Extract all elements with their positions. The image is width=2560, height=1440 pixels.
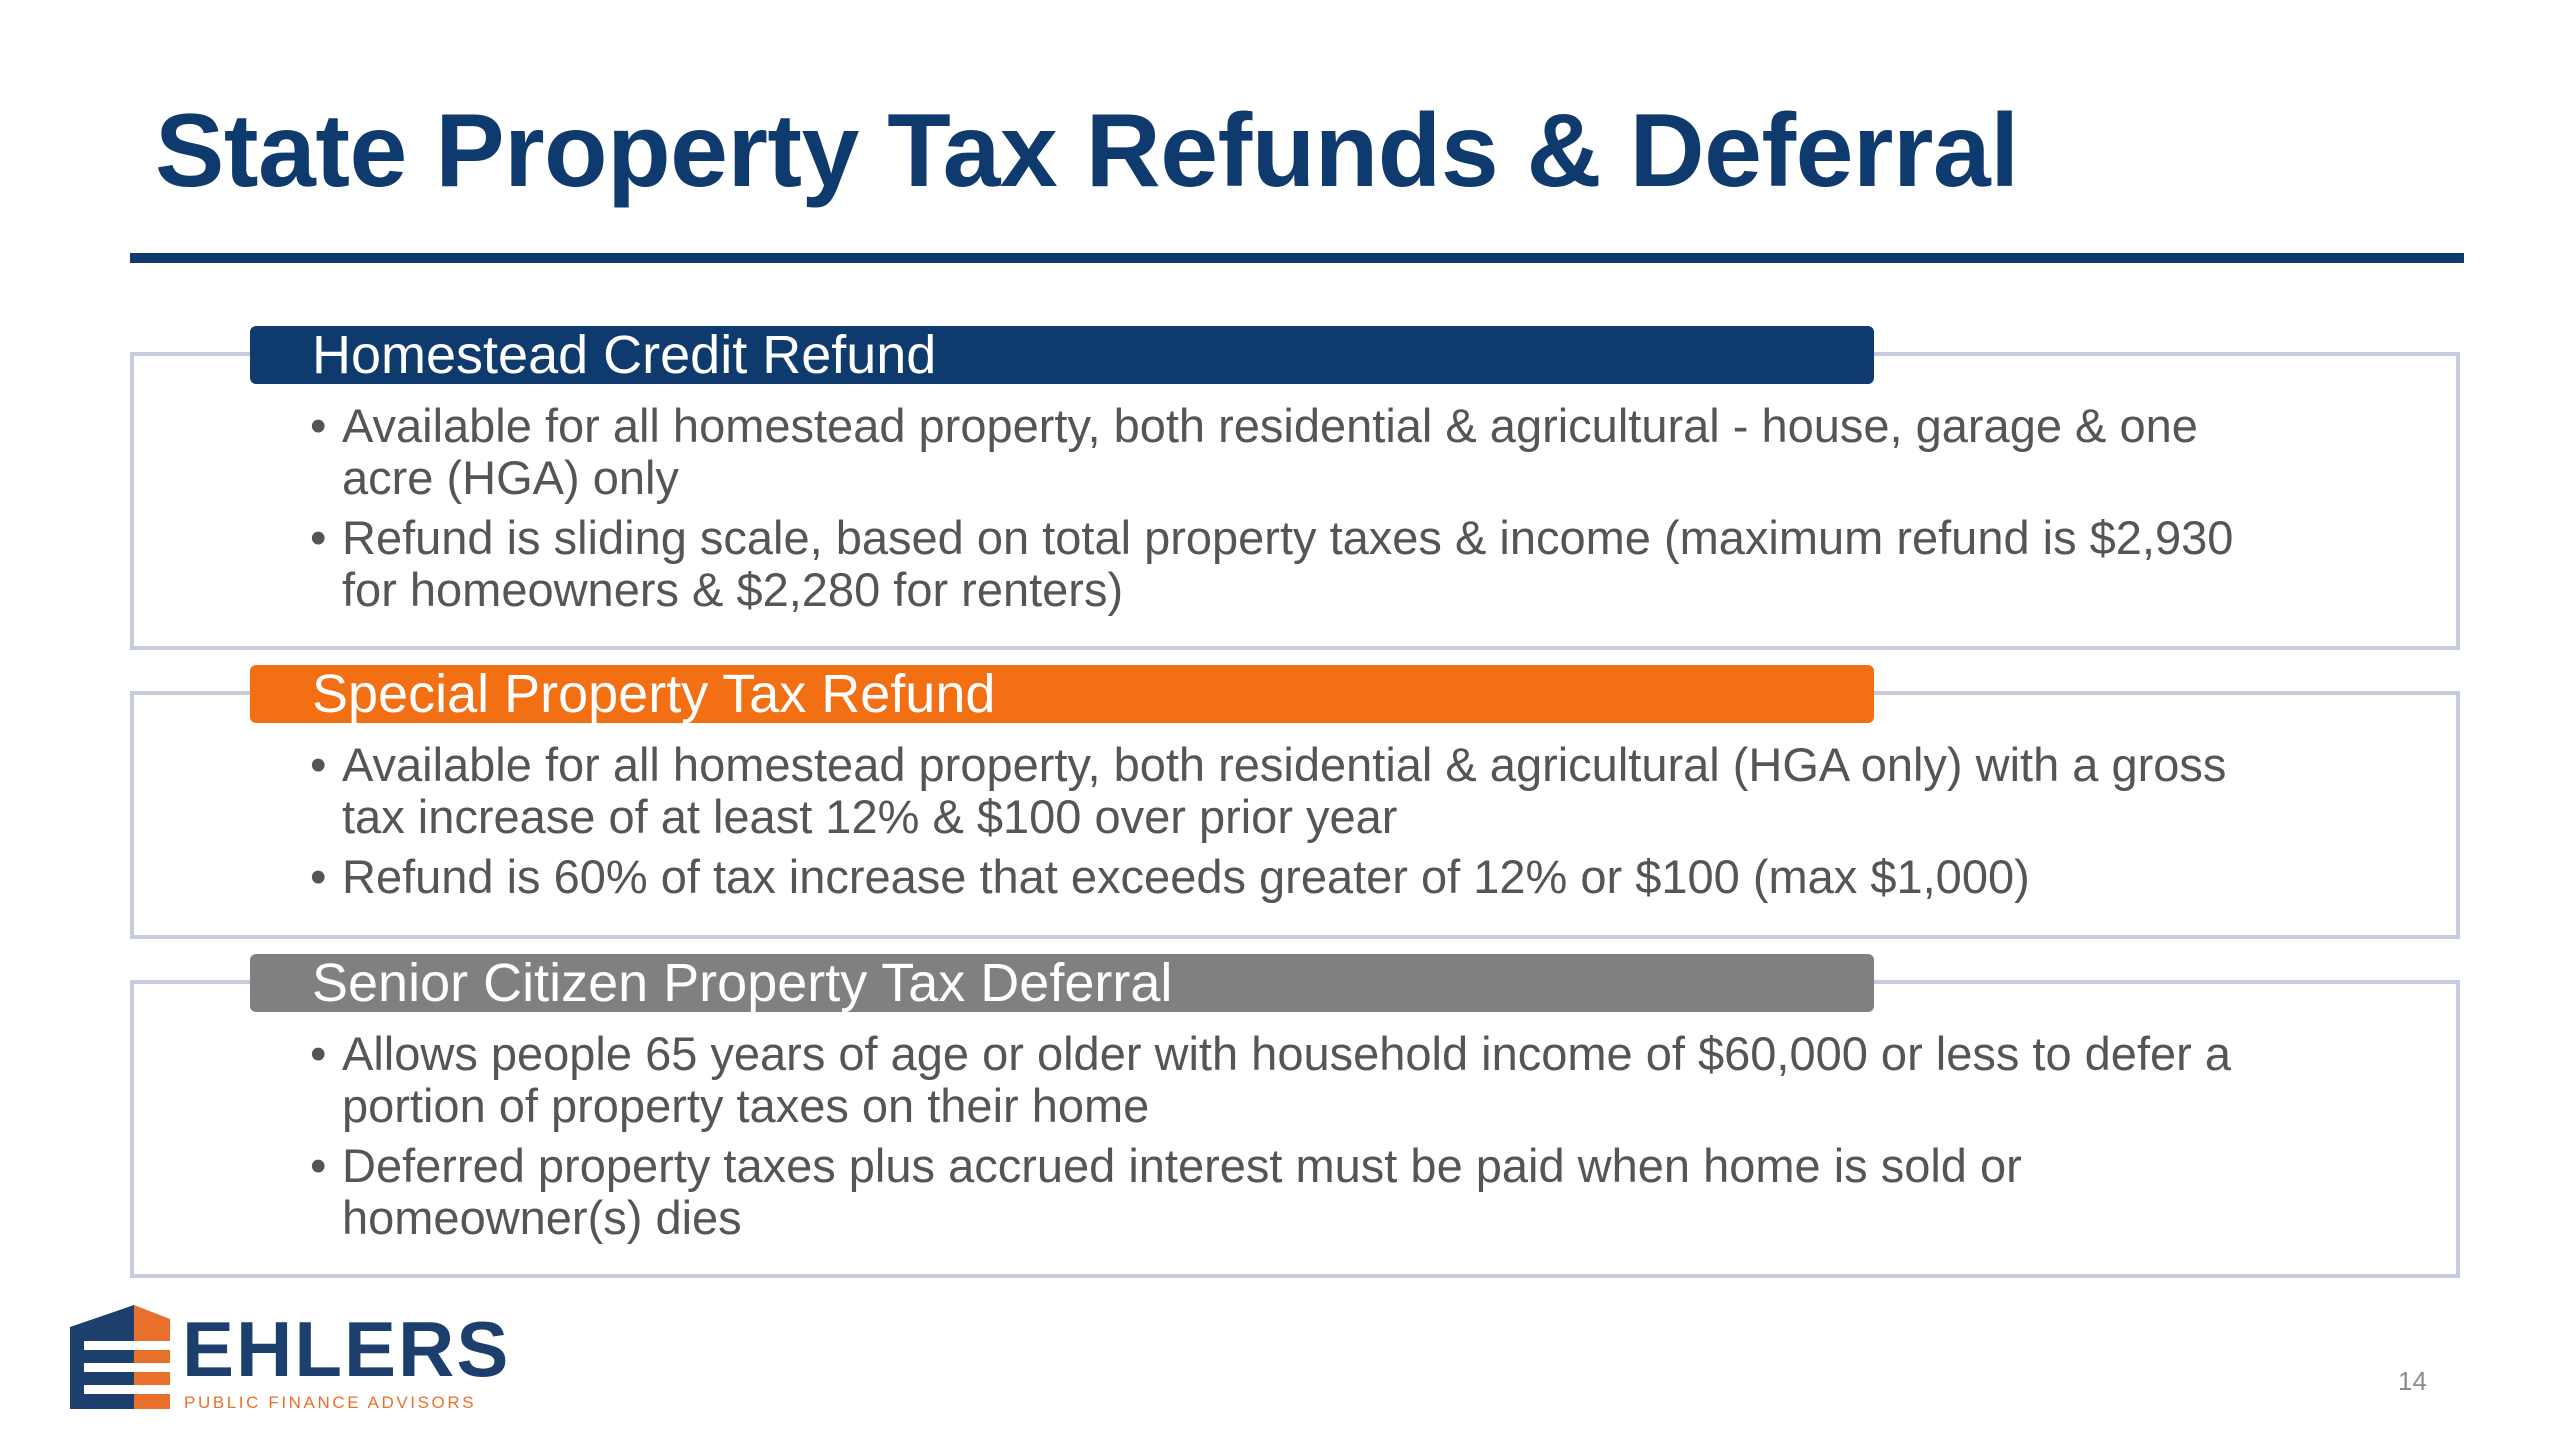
section-header-homestead: Homestead Credit Refund: [250, 326, 1874, 384]
bullet-list-special: [310, 739, 2270, 911]
bullet-item: • Refund is sliding scale, based on total property taxes & income (maximum refund is $2,930 for homeowners & $2,280 for renters): [310, 512, 2270, 616]
logo-tagline: PUBLIC FINANCE ADVISORS: [184, 1393, 477, 1412]
building-logo-icon: [70, 1305, 178, 1409]
bullet-item: • Deferred property taxes plus accrued interest must be paid when home is sold or homeowner(s) dies: [310, 1140, 2270, 1244]
page-number: 14: [2398, 1366, 2427, 1396]
title-underline: [130, 253, 2464, 263]
bullet-item: • Allows people 65 years of age or older with household income of $60,000 or less to defer a portion of property taxes on their home: [310, 1028, 2270, 1132]
ehlers-logo: [70, 1305, 511, 1415]
section-header-senior: Senior Citizen Property Tax Deferral: [250, 954, 1874, 1012]
bullet-list-homestead: [310, 400, 2270, 624]
logo-wordmark: EHLERS: [182, 1305, 511, 1393]
bullet-item: • Available for all homestead property, both residential & agricultural (HGA only) with a gross tax increase of at least 12% & $100 over prior year: [310, 739, 2270, 843]
bullet-item: • Available for all homestead property, both residential & agricultural - house, garage & one acre (HGA) only: [310, 400, 2270, 504]
slide-title: State Property Tax Refunds & Deferral: [155, 93, 2019, 209]
bullet-list-senior: [310, 1028, 2270, 1252]
bullet-item: • Refund is 60% of tax increase that exceeds greater of 12% or $100 (max $1,000): [310, 851, 2270, 903]
section-header-special: Special Property Tax Refund: [250, 665, 1874, 723]
